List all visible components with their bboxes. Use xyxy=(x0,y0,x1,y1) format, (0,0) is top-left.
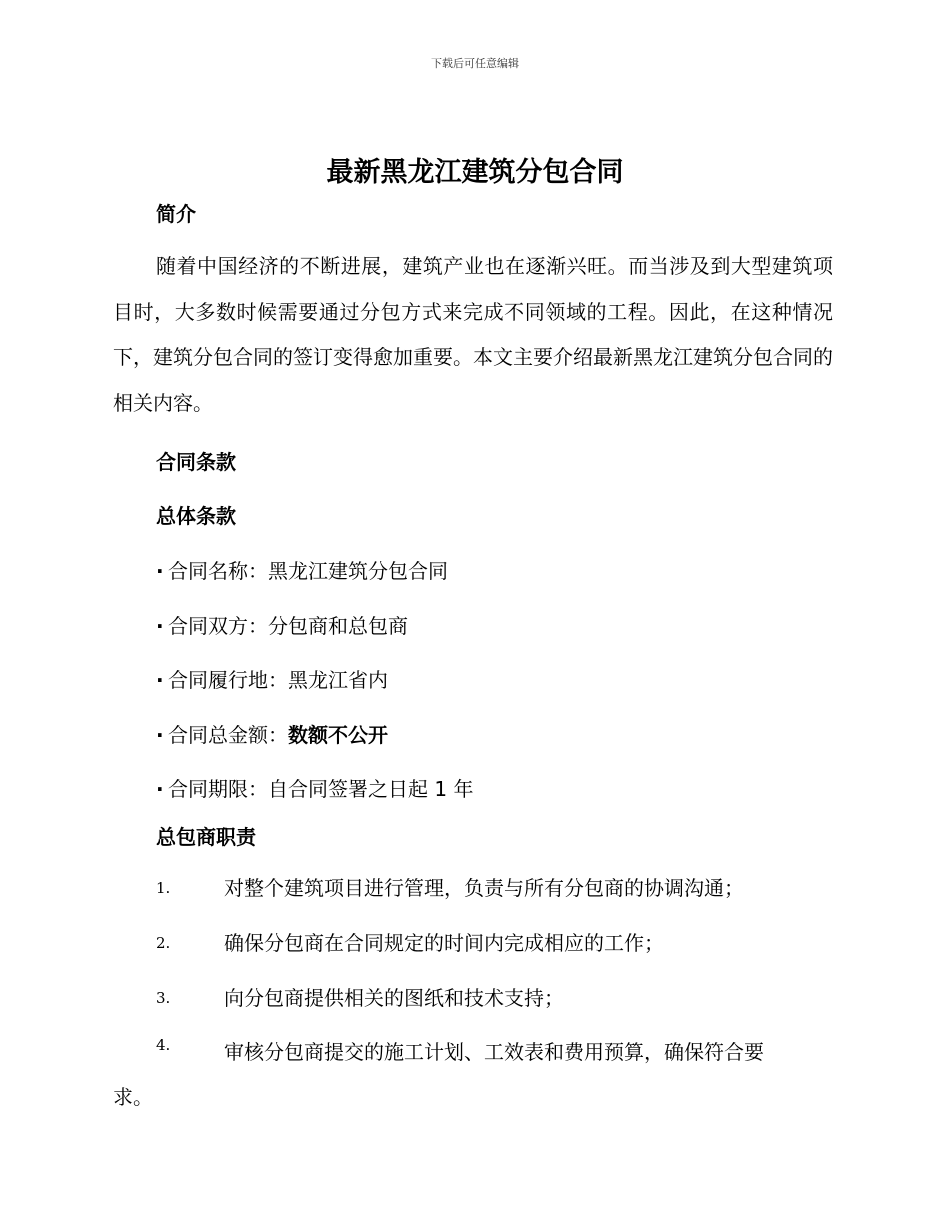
general-contractor-list xyxy=(113,873,833,1120)
list-item xyxy=(113,665,833,720)
term-value: 自合同签署之日起 1 年 xyxy=(268,777,474,801)
intro-heading: 简介 xyxy=(156,202,196,226)
general-contractor-heading: 总包商职责 xyxy=(156,824,256,849)
item-text-line-1: 审核分包商提交的施工计划、工效表和费用预算，确保符合要 xyxy=(224,1039,764,1064)
term-label: 合同名称： xyxy=(168,559,268,583)
term-value: 分包商和总包商 xyxy=(268,613,408,638)
item-text: 确保分包商在合同规定的时间内完成相应的工作； xyxy=(224,930,664,955)
term-value: 黑龙江省内 xyxy=(288,668,388,692)
general-terms-list xyxy=(113,556,833,829)
item-text-line-2: 求。 xyxy=(113,1084,153,1109)
intro-paragraph: 随着中国经济的不断进展，建筑产业也在逐渐兴旺。而当涉及到大型建筑项目时，大多数时候需要通过分包方式来完成不同领域的工程。因此，在这种情况下，建筑分包合同的签订变得愈加重要。本文主要介绍最新黑龙江建筑分包合同的相关内容。 xyxy=(113,254,833,415)
document-title: 最新黑龙江建筑分包合同 xyxy=(326,157,624,188)
list-item xyxy=(113,1030,833,1120)
item-text: 向分包商提供相关的图纸和技术支持； xyxy=(224,985,564,1010)
list-item xyxy=(113,556,833,611)
bullet-icon: · xyxy=(156,613,164,638)
bullet-icon: · xyxy=(156,668,164,692)
list-item xyxy=(113,720,833,775)
term-value: 数额不公开 xyxy=(288,722,388,747)
general-terms-heading: 总体条款 xyxy=(156,504,236,528)
term-label: 合同总金额： xyxy=(168,722,288,747)
term-label: 合同履行地： xyxy=(168,668,288,692)
list-item xyxy=(113,611,833,666)
item-number: 4. xyxy=(156,1035,171,1054)
item-number: 3. xyxy=(156,988,171,1007)
list-item xyxy=(113,873,833,928)
term-label: 合同期限： xyxy=(168,777,268,801)
term-value: 黑龙江建筑分包合同 xyxy=(268,559,448,583)
bullet-icon: · xyxy=(156,559,164,583)
document-body xyxy=(113,196,833,1120)
header-note: 下载后可任意编辑 xyxy=(431,57,519,70)
list-item xyxy=(113,928,833,983)
term-label: 合同双方： xyxy=(168,613,268,638)
bullet-icon: · xyxy=(156,722,164,747)
contract-terms-heading: 合同条款 xyxy=(156,450,236,474)
bullet-icon: · xyxy=(156,777,164,801)
item-number: 2. xyxy=(156,933,171,952)
item-number: 1. xyxy=(156,878,171,897)
item-text: 对整个建筑项目进行管理，负责与所有分包商的协调沟通； xyxy=(224,875,744,900)
